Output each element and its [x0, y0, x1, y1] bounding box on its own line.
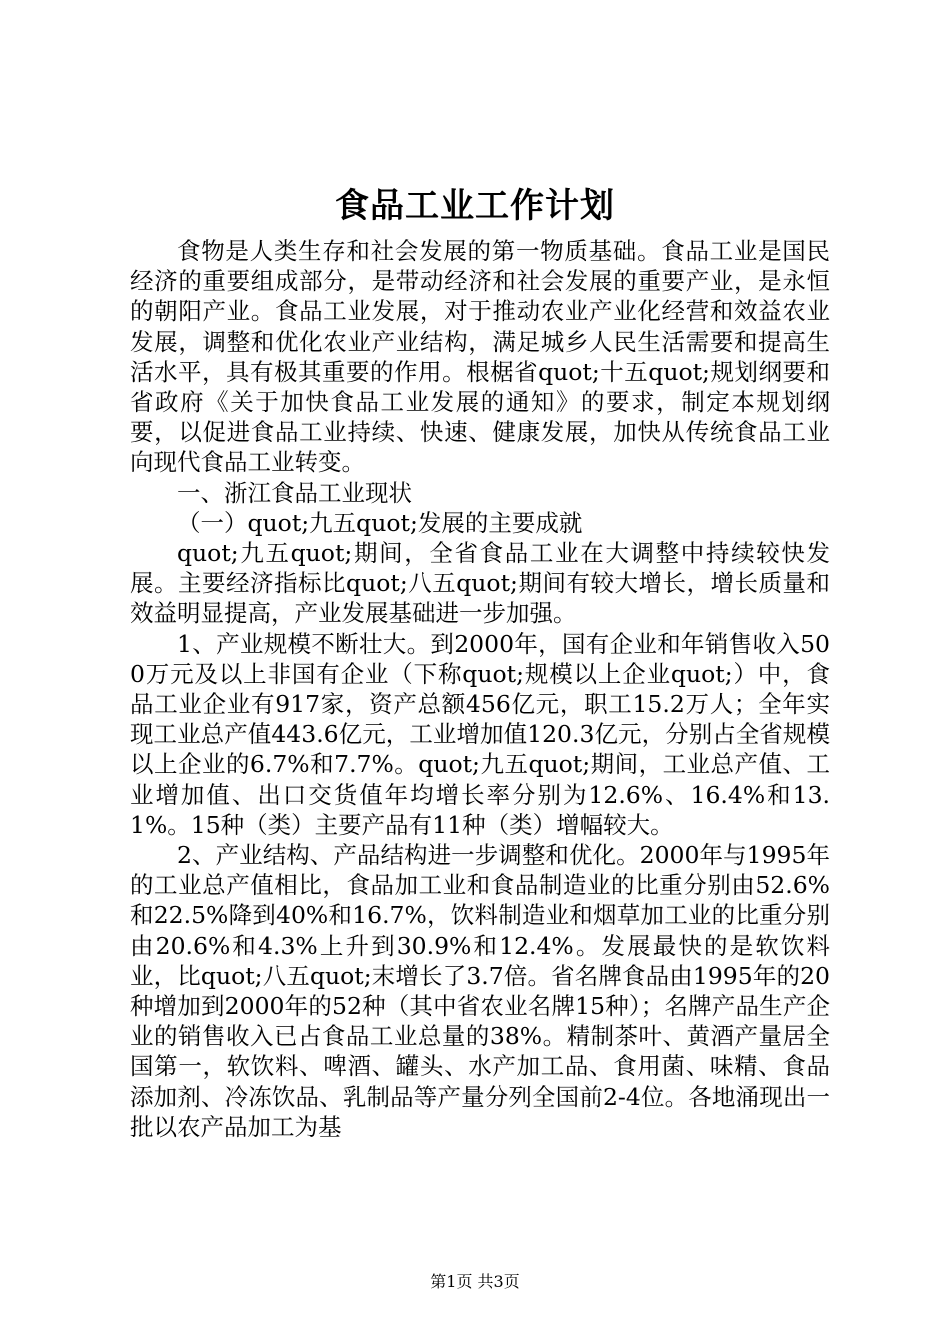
- industry-structure-paragraph: 2、产业结构、产品结构进一步调整和优化。2000年与1995年的工业总产值相比，食品加工业和食品制造业的比重分别由52.6%和22.5%降到40%和16.7%，饮料制造业和烟草加工业的比重分别由20.6%和4.3%上升到30.9%和12.4%。发展最快的是软饮料业，比quot;八五quot;末增长了3.7倍。省名牌食品由1995年的20种增加到2000年的52种（其中省农业名牌15种）；名牌产品生产企业的销售收入已占食品工业总量的38%。精制茶叶、黄酒产量居全国第一，软饮料、啤酒、罐头、水产加工品、食用菌、味精、食品添加剂、冷冻饮品、乳制品等产量分列全国前2-4位。各地涌现出一批以农产品加工为基: [130, 841, 830, 1141]
- page-number: 第1页 共3页: [430, 1272, 520, 1291]
- document-title: 食品工业工作计划: [335, 186, 615, 226]
- intro-paragraph: 食物是人类生存和社会发展的第一物质基础。食品工业是国民经济的重要组成部分，是带动经济和社会发展的重要产业，是永恒的朝阳产业。食品工业发展，对于推动农业产业化经营和效益农业发展，调整和优化农业产业结构，满足城乡人民生活需要和提高生活水平，具有极其重要的作用。根椐省quot;十五quot;规划纲要和省政府《关于加快食品工业发展的通知》的要求，制定本规划纲要，以促进食品工业持续、快速、健康发展，加快从传统食品工业向现代食品工业转变。: [130, 237, 830, 477]
- section-heading: 一、浙江食品工业现状: [177, 478, 412, 507]
- document-body: [130, 236, 830, 1142]
- subsection-heading: （一）quot;九五quot;发展的主要成就: [177, 508, 583, 537]
- summary-paragraph: quot;九五quot;期间，全省食品工业在大调整中持续较快发展。主要经济指标比quot;八五quot;期间有较大增长，增长质量和效益明显提高，产业发展基础进一步加强。: [130, 539, 830, 628]
- industry-scale-paragraph: 1、产业规模不断壮大。到2000年，国有企业和年销售收入500万元及以上非国有企业（下称quot;规模以上企业quot;）中，食品工业企业有917家，资产总额456亿元，职工15.2万人；全年实现工业总产值443.6亿元，工业增加值120.3亿元，分别占全省规模以上企业的6.7%和7.7%。quot;九五quot;期间，工业总产值、工业增加值、出口交货值年均增长率分别为12.6%、16.4%和13.1%。15种（类）主要产品有11种（类）增幅较大。: [130, 629, 830, 839]
